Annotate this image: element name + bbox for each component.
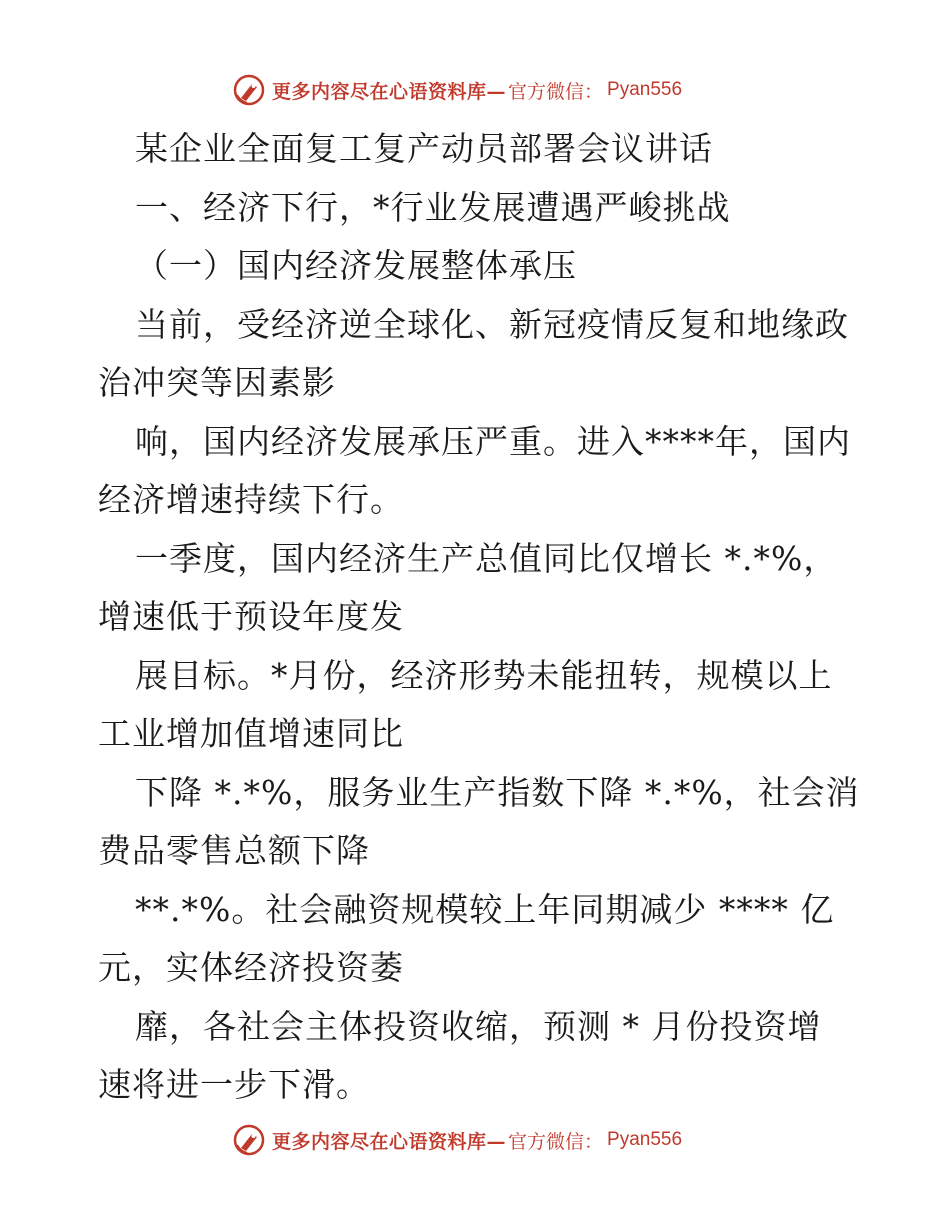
footer-wechat-label: 官方微信：: [508, 1130, 604, 1153]
header-wechat-id: Pyan556: [607, 79, 683, 100]
subsection-heading: （一）国内经济发展整体承压: [135, 246, 577, 285]
paragraph-line: 速将进一步下滑。: [98, 1065, 370, 1104]
pen-nib-circle-logo-icon: [232, 73, 266, 107]
paragraph-line: 响，国内经济发展承压严重。进入****年，国内: [135, 421, 851, 461]
paragraph-line: **.*%。社会融资规模较上年同期减少 **** 亿: [135, 889, 835, 929]
header-banner[interactable]: [232, 72, 712, 108]
paragraph-line: 展目标。*月份，经济形势未能扭转，规模以上: [135, 655, 833, 695]
footer-banner[interactable]: [232, 1122, 712, 1158]
document-title: 某企业全面复工复产动员部署会议讲话: [135, 129, 713, 168]
header-wechat-label: 官方微信：: [508, 80, 604, 103]
footer-wechat-id: Pyan556: [607, 1129, 683, 1150]
pen-nib-circle-logo-icon: [232, 1123, 266, 1157]
paragraph-line: 治冲突等因素影: [98, 363, 336, 402]
paragraph-line: 经济增速持续下行。: [98, 480, 404, 519]
paragraph-line: 费品零售总额下降: [98, 831, 370, 870]
paragraph-line: 当前，受经济逆全球化、新冠疫情反复和地缘政: [135, 304, 849, 344]
header-promo-text: 更多内容尽在心语资料库—: [272, 80, 507, 103]
footer-promo-text: 更多内容尽在心语资料库—: [272, 1130, 507, 1153]
paragraph-line: 元，实体经济投资萎: [98, 948, 404, 987]
document-body: [98, 120, 858, 1115]
paragraph-line: 一季度，国内经济生产总值同比仅增长 *.*%，: [135, 538, 838, 578]
section-heading: 一、经济下行，*行业发展遭遇严峻挑战: [135, 187, 731, 227]
paragraph-line: 下降 *.*%，服务业生产指数下降 *.*%，社会消: [135, 772, 860, 812]
paragraph-line: 靡，各社会主体投资收缩，预测 * 月份投资增: [135, 1006, 822, 1046]
paragraph-line: 工业增加值增速同比: [98, 714, 404, 753]
paragraph-line: 增速低于预设年度发: [98, 597, 404, 636]
